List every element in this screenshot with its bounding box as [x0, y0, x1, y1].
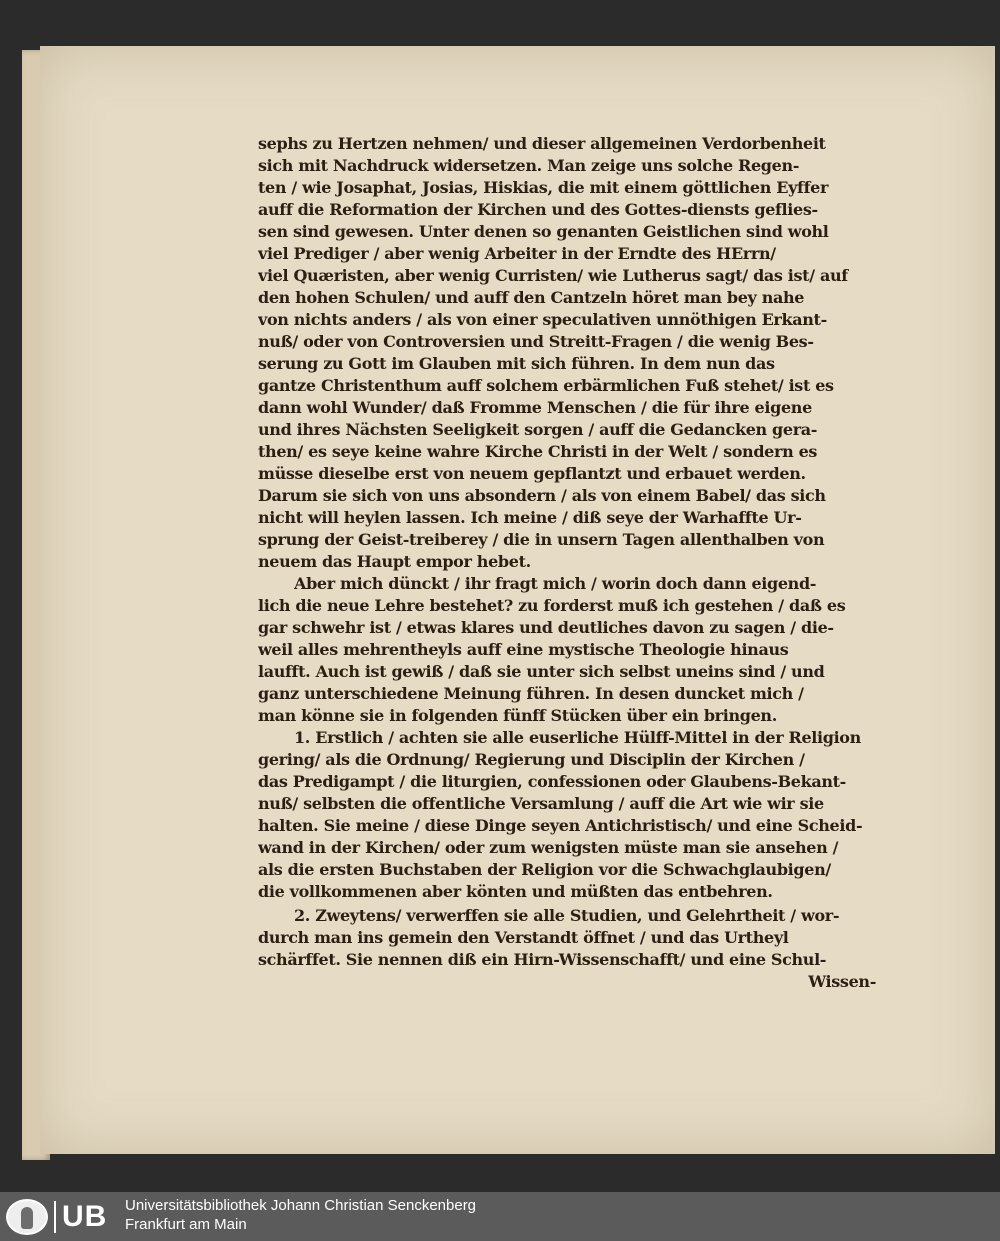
logo-text: UB — [54, 1201, 107, 1233]
text-line: gar schwehr ist / etwas klares und deutliches davon zu sagen / die- — [258, 618, 834, 637]
text-line: sprung der Geist-treiberey / die in unsern Tagen allenthalben von — [258, 530, 825, 549]
senckenberg-seal-icon — [6, 1199, 48, 1235]
text-line: nuß/ selbsten die offentliche Versamlung / auff die Art wie wir sie — [258, 794, 824, 813]
text-line: wand in der Kirchen/ oder zum wenigsten müste man sie ansehen / — [258, 838, 839, 857]
text-line: von nichts anders / als von einer speculativen unnöthigen Erkant- — [258, 310, 827, 329]
text-line: Aber mich dünckt / ihr fragt mich / worin doch dann eigend- — [294, 574, 817, 593]
text-line: dann wohl Wunder/ daß Fromme Menschen / die für ihre eigene — [258, 398, 812, 417]
text-line: als die ersten Buchstaben der Religion vor die Schwachglaubigen/ — [258, 860, 831, 879]
text-line: 2. Zweytens/ verwerffen sie alle Studien, und Gelehrtheit / wor- — [294, 906, 840, 925]
catchword: Wissen- — [808, 972, 876, 991]
text-line: weil alles mehrentheyls auff eine mystische Theologie hinaus — [258, 640, 789, 659]
text-line: nuß/ oder von Controversien und Streitt-Fragen / die wenig Bes- — [258, 332, 814, 351]
library-footer — [0, 1192, 1000, 1241]
text-line: und ihres Nächsten Seeligkeit sorgen / auff die Gedancken gera- — [258, 420, 818, 439]
text-line: sephs zu Hertzen nehmen/ und dieser allgemeinen Verdorbenheit — [258, 134, 826, 153]
text-line: sen sind gewesen. Unter denen so genanten Geistlichen sind wohl — [258, 222, 829, 241]
text-line: müsse dieselbe erst von neuem gepflantzt und erbauet werden. — [258, 464, 806, 483]
text-line: Darum sie sich von uns absondern / als von einem Babel/ das sich — [258, 486, 826, 505]
page-text — [258, 133, 876, 993]
text-line: laufft. Auch ist gewiß / daß sie unter sich selbst uneins sind / und — [258, 662, 825, 681]
text-line: ganz unterschiedene Meinung führen. In desen duncket mich / — [258, 684, 804, 703]
text-line: then/ es seye keine wahre Kirche Christi in der Welt / sondern es — [258, 442, 818, 461]
text-line: viel Prediger / aber wenig Arbeiter in der Erndte des HErrn/ — [258, 244, 776, 263]
text-line: nicht will heylen lassen. Ich meine / diß seye der Warhaffte Ur- — [258, 508, 802, 527]
text-line: neuem das Haupt empor hebet. — [258, 552, 531, 571]
text-line: durch man ins gemein den Verstandt öffnet / und das Urtheyl — [258, 928, 789, 947]
text-line: gantze Christenthum auff solchem erbärmlichen Fuß stehet/ ist es — [258, 376, 834, 395]
text-line: die vollkommenen aber könten und müßten das entbehren. — [258, 882, 773, 901]
text-line: man könne sie in folgenden fünff Stücken über ein bringen. — [258, 706, 777, 725]
text-line: auff die Reformation der Kirchen und des Gottes-diensts geflies- — [258, 200, 818, 219]
text-line: sich mit Nachdruck widersetzen. Man zeige uns solche Regen- — [258, 156, 800, 175]
text-line: den hohen Schulen/ und auff den Cantzeln höret man bey nahe — [258, 288, 805, 307]
text-line: lich die neue Lehre bestehet? zu forderst muß ich gestehen / daß es — [258, 596, 846, 615]
text-line: gering/ als die Ordnung/ Regierung und Disciplin der Kirchen / — [258, 750, 805, 769]
library-name: Universitätsbibliothek Johann Christian Senckenberg — [125, 1197, 477, 1214]
text-line: 1. Erstlich / achten sie alle euserliche Hülff-Mittel in der Religion — [294, 728, 861, 747]
library-city: Frankfurt am Main — [125, 1216, 247, 1233]
text-line: ten / wie Josaphat, Josias, Hiskias, die mit einem göttlichen Eyffer — [258, 178, 829, 197]
library-logo[interactable] — [6, 1198, 116, 1235]
text-line: halten. Sie meine / diese Dinge seyen Antichristisch/ und eine Scheid- — [258, 816, 863, 835]
text-line: viel Quæristen, aber wenig Curristen/ wie Lutherus sagt/ das ist/ auf — [258, 266, 848, 285]
text-line: serung zu Gott im Glauben mit sich führen. In dem nun das — [258, 354, 775, 373]
text-line: schärffet. Sie nennen diß ein Hirn-Wissenschafft/ und eine Schul- — [258, 950, 827, 969]
text-line: das Predigampt / die liturgien, confessionen oder Glaubens-Bekant- — [258, 772, 846, 791]
